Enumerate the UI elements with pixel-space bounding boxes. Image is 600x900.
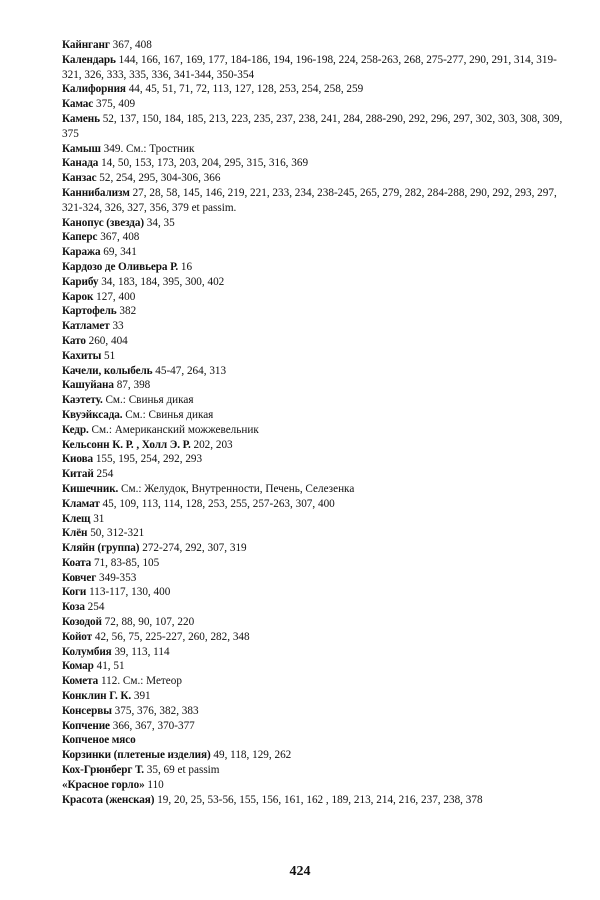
index-page-refs: 52, 137, 150, 184, 185, 213, 223, 235, 237, 238, 241, 284, 288-290, 292, 296, 297, 302, 303, 308, 309, 375 xyxy=(62,112,563,140)
index-entry xyxy=(62,659,567,674)
index-page-refs: 16 xyxy=(180,260,193,273)
index-entry xyxy=(62,319,567,334)
index-entry xyxy=(62,423,567,438)
index-page-refs: 272-274, 292, 307, 319 xyxy=(142,542,247,555)
index-entry xyxy=(62,541,567,556)
index-entry xyxy=(62,556,567,571)
index-page-refs: 382 xyxy=(119,305,137,318)
index-term: Като xyxy=(62,334,86,347)
index-page-refs: 34, 183, 184, 395, 300, 402 xyxy=(101,275,225,288)
index-entry xyxy=(62,171,567,186)
index-entry xyxy=(62,719,567,734)
index-page-refs: 72, 88, 90, 107, 220 xyxy=(104,616,195,629)
index-page-refs: 31 xyxy=(93,512,105,525)
index-entry xyxy=(62,600,567,615)
index-page-refs: 349. См.: Тростник xyxy=(103,142,195,155)
index-page-refs: 71, 83-85, 105 xyxy=(93,556,160,569)
index-term: Карибу xyxy=(62,275,99,288)
index-term: Калифорния xyxy=(62,83,126,96)
index-entry xyxy=(62,585,567,600)
index-term: Картофель xyxy=(62,305,117,318)
index-entry xyxy=(62,245,567,260)
index-term: Каража xyxy=(62,246,101,259)
index-entry xyxy=(62,349,567,364)
index-term: Кайнганг xyxy=(62,39,110,51)
index-entry xyxy=(62,467,567,482)
index-entry xyxy=(62,689,567,704)
index-page-refs: 366, 367, 370-377 xyxy=(112,719,195,732)
index-page-refs: 50, 312-321 xyxy=(90,527,145,540)
index-term: Карок xyxy=(62,290,94,303)
index-term: Колумбия xyxy=(62,645,112,658)
index-term: Коата xyxy=(62,556,92,569)
index-term: Кляйн (группа) xyxy=(62,542,140,555)
index-entry xyxy=(62,393,567,408)
index-term: Качели, колыбель xyxy=(62,364,153,377)
page-number: 424 xyxy=(289,864,311,879)
index-page-refs: 45, 109, 113, 114, 128, 253, 255, 257-263, 307, 400 xyxy=(102,497,335,510)
index-page-refs: 254 xyxy=(87,601,105,614)
index-term: Клён xyxy=(62,527,88,540)
index-term: Канзас xyxy=(62,172,97,185)
index-page-refs: См.: Американский можжевельник xyxy=(91,423,259,436)
index-page xyxy=(62,38,567,807)
index-term: Копчение xyxy=(62,719,110,732)
index-page-refs: 27, 28, 58, 145, 146, 219, 221, 233, 234, 238-245, 265, 279, 282, 284-288, 290, 292, 293, 297, 321-324, 326, 327, 356, 379 et passim. xyxy=(62,186,557,214)
index-entry xyxy=(62,763,567,778)
index-page-refs: 45-47, 264, 313 xyxy=(155,364,227,377)
index-page-refs: 112. См.: Метеор xyxy=(100,675,182,688)
index-page-refs: 367, 408 xyxy=(100,231,140,244)
index-entry xyxy=(62,674,567,689)
index-term: Камыш xyxy=(62,142,101,155)
index-term: Каннибализм xyxy=(62,186,130,199)
index-entry xyxy=(62,186,567,216)
index-term: Канада xyxy=(62,157,99,170)
index-term: Коги xyxy=(62,586,87,599)
index-entry xyxy=(62,482,567,497)
index-entry xyxy=(62,97,567,112)
index-page-refs: 34, 35 xyxy=(146,216,175,229)
index-page-refs: 52, 254, 295, 304-306, 366 xyxy=(99,172,221,185)
index-term: Комар xyxy=(62,660,94,673)
index-entry xyxy=(62,793,567,808)
index-page-refs: 87, 398 xyxy=(116,379,151,392)
index-entry xyxy=(62,304,567,319)
index-entry xyxy=(62,53,567,83)
index-entry xyxy=(62,571,567,586)
index-page-refs: 35, 69 et passim xyxy=(146,764,220,777)
index-term: Кох-Грюнберг Т. xyxy=(62,764,144,777)
index-term: «Красное горло» xyxy=(62,778,145,791)
index-page-refs: 260, 404 xyxy=(88,334,128,347)
index-entry xyxy=(62,260,567,275)
index-term: Кахиты xyxy=(62,349,102,362)
index-entry xyxy=(62,438,567,453)
index-page-refs: 49, 118, 129, 262 xyxy=(213,749,292,762)
index-term: Катламет xyxy=(62,320,110,333)
index-page-refs: 113-117, 130, 400 xyxy=(89,586,171,599)
index-term: Корзинки (плетеные изделия) xyxy=(62,749,211,762)
index-term: Кельсонн К. Р. , Холл Э. Р. xyxy=(62,438,191,451)
index-term: Кардозо де Оливьера Р. xyxy=(62,260,179,273)
index-term: Каэтету. xyxy=(62,394,103,407)
index-entry xyxy=(62,704,567,719)
index-entry xyxy=(62,526,567,541)
index-term: Камень xyxy=(62,112,100,125)
index-entry xyxy=(62,748,567,763)
index-term: Комета xyxy=(62,675,99,688)
index-term: Консервы xyxy=(62,704,112,717)
index-page-refs: 69, 341 xyxy=(103,246,137,259)
index-entry xyxy=(62,82,567,97)
index-page-refs: 375, 409 xyxy=(95,98,136,111)
index-term: Коза xyxy=(62,601,85,614)
index-entry xyxy=(62,452,567,467)
index-entry xyxy=(62,630,567,645)
index-term: Кишечник. xyxy=(62,482,119,495)
index-entry xyxy=(62,645,567,660)
index-page-refs: См.: Желудок, Внутренности, Печень, Селезенка xyxy=(121,482,355,495)
index-term: Кедр. xyxy=(62,423,89,436)
index-page-refs: 42, 56, 75, 225-227, 260, 282, 348 xyxy=(94,630,250,643)
index-term: Киова xyxy=(62,453,94,466)
index-page-refs: 254 xyxy=(96,468,114,481)
index-entry xyxy=(62,408,567,423)
index-term: Кашуйана xyxy=(62,379,114,392)
index-page-refs: 391 xyxy=(133,690,151,703)
index-page-refs: См.: Свинья дикая xyxy=(125,408,214,421)
index-page-refs: 51 xyxy=(104,349,116,362)
index-entry xyxy=(62,112,567,142)
index-entry xyxy=(62,334,567,349)
index-page-refs: 155, 195, 254, 292, 293 xyxy=(95,453,203,466)
index-page-refs: 144, 166, 167, 169, 177, 184-186, 194, 196-198, 224, 258-263, 268, 275-277, 290, 291, 314, 319-321, 326, 333, 335, 336, 341-344, 350-354 xyxy=(62,53,557,81)
index-entry xyxy=(62,497,567,512)
index-entry xyxy=(62,230,567,245)
index-entry xyxy=(62,290,567,305)
index-page-refs: 375, 376, 382, 383 xyxy=(114,704,199,717)
index-page-refs: См.: Свинья дикая xyxy=(105,394,194,407)
index-entry xyxy=(62,275,567,290)
index-page-refs: 19, 20, 25, 53-56, 155, 156, 161, 162 , 189, 213, 214, 216, 237, 238, 378 xyxy=(157,793,483,806)
index-page-refs: 44, 45, 51, 71, 72, 113, 127, 128, 253, 254, 258, 259 xyxy=(128,83,364,96)
index-page-refs: 41, 51 xyxy=(96,660,125,673)
index-term: Календарь xyxy=(62,53,116,66)
index-term: Копченое мясо xyxy=(62,734,136,747)
index-term: Кламат xyxy=(62,497,100,510)
index-term: Канопус (звезда) xyxy=(62,216,144,229)
index-page-refs: 110 xyxy=(147,778,164,791)
index-page-refs: 202, 203 xyxy=(193,438,233,451)
index-entry xyxy=(62,378,567,393)
index-term: Клещ xyxy=(62,512,91,525)
index-term: Козодой xyxy=(62,616,102,629)
index-term: Конклин Г. К. xyxy=(62,690,132,703)
index-entry xyxy=(62,142,567,157)
index-page-refs: 127, 400 xyxy=(96,290,136,303)
index-page-refs: 14, 50, 153, 173, 203, 204, 295, 315, 316, 369 xyxy=(101,157,309,170)
index-entry xyxy=(62,364,567,379)
index-entry xyxy=(62,216,567,231)
index-term: Красота (женская) xyxy=(62,793,155,806)
index-page-refs: 349-353 xyxy=(99,571,137,584)
index-entry xyxy=(62,156,567,171)
index-term: Камас xyxy=(62,98,94,111)
index-page-refs: 39, 113, 114 xyxy=(114,645,170,658)
index-term: Квуэйксада. xyxy=(62,408,123,421)
index-term: Каперс xyxy=(62,231,98,244)
index-entry xyxy=(62,512,567,527)
index-entry xyxy=(62,733,567,748)
index-page-refs: 367, 408 xyxy=(112,39,152,51)
index-entry xyxy=(62,38,567,53)
index-term: Китай xyxy=(62,468,94,481)
index-term: Койот xyxy=(62,630,93,643)
index-entry xyxy=(62,778,567,793)
index-entry xyxy=(62,615,567,630)
index-page-refs: 33 xyxy=(112,320,124,333)
index-term: Ковчег xyxy=(62,571,97,584)
